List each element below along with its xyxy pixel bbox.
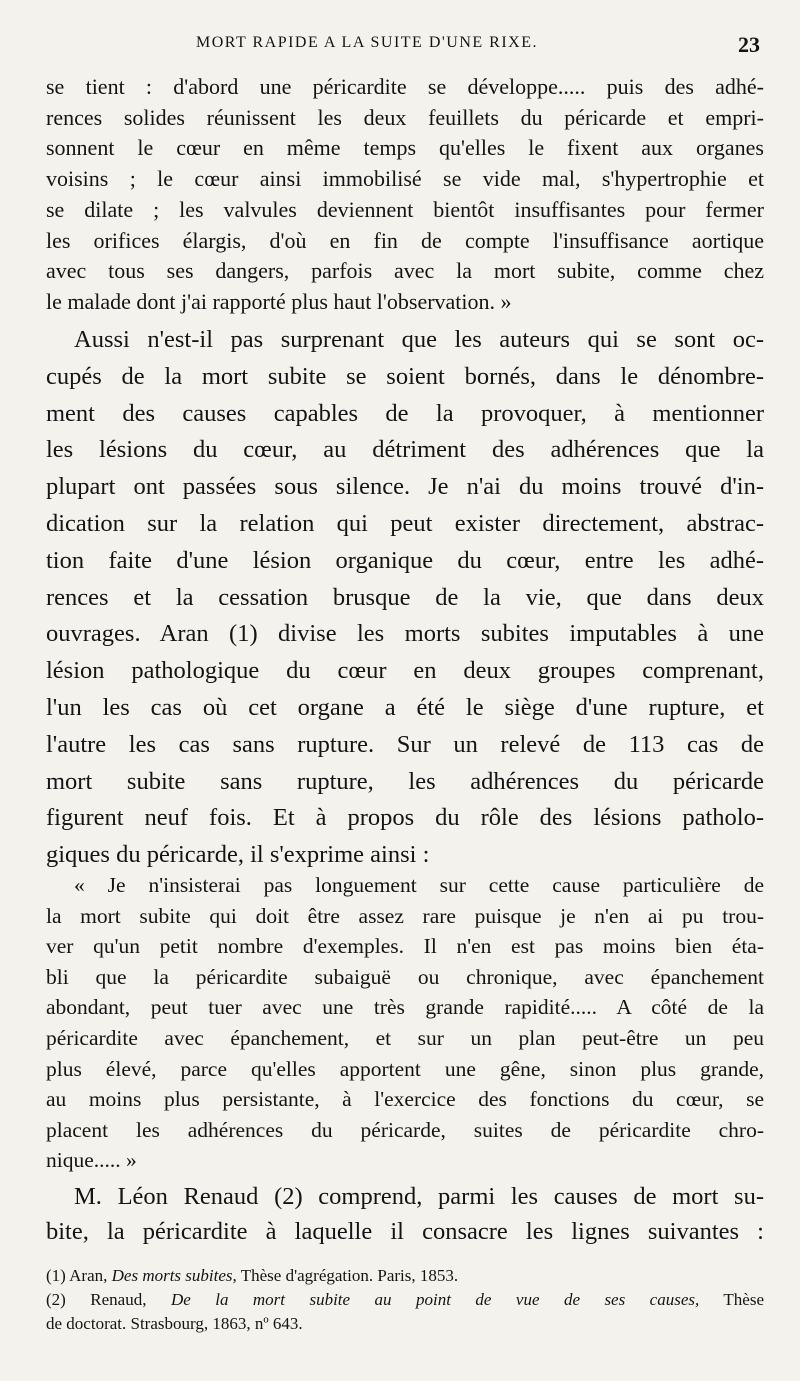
footnote-2 <box>46 1288 764 1312</box>
text-line: placent les adhérences du péricarde, suites de péricardite chro- <box>46 1117 764 1142</box>
text-line: la mort subite qui doit être assez rare puisque je n'en ai pu trou- <box>46 903 764 928</box>
text-line: nique..... » <box>46 1148 137 1173</box>
paragraph-renaud <box>46 1179 764 1249</box>
text-line: cupés de la mort subite se soient bornés, dans le dénombre- <box>46 362 764 390</box>
text-line: abondant, peut tuer avec une très grande rapidité..... A côté de la <box>46 995 764 1020</box>
text-line: les lésions du cœur, au détriment des adhérences que la <box>46 436 764 464</box>
page-number: 23 <box>738 32 760 57</box>
text-line: dication sur la relation qui peut exister directement, abstrac- <box>46 509 764 537</box>
text-line: tion faite d'une lésion organique du cœur, entre les adhé- <box>46 546 764 574</box>
text-line: bite, la péricardite à laquelle il consacre les lignes suivantes : <box>46 1218 764 1245</box>
running-head: MORT RAPIDE A LA SUITE D'UNE RIXE. <box>196 34 538 51</box>
footnote-1 <box>46 1264 764 1288</box>
text-line: les orifices élargis, d'où en fin de compte l'insuffisance aortique <box>46 227 764 253</box>
text-line: mort subite sans rupture, les adhérences du péricarde <box>46 767 764 795</box>
text-line: giques du péricarde, il s'exprime ainsi : <box>46 841 430 869</box>
text-line: figurent neuf fois. Et à propos du rôle des lésions patholo- <box>46 804 764 832</box>
text-line: Aussi n'est-il pas surprenant que les auteurs qui se sont oc- <box>74 326 764 353</box>
text-line: plupart ont passées sous silence. Je n'ai du moins trouvé d'in- <box>46 473 764 501</box>
text-line: sonnent le cœur en même temps qu'elles le fixent aux organes <box>46 135 764 161</box>
text-line: péricardite avec épanchement, et sur un plan peut-être un peu <box>46 1025 764 1050</box>
text-line: « Je n'insisterai pas longuement sur cette cause particulière de <box>74 873 764 897</box>
footnote-text: Thèse d'agrégation. Paris, 1853. <box>240 1266 459 1285</box>
text-line: M. Léon Renaud (2) comprend, parmi les causes de mort su- <box>74 1183 764 1210</box>
text-line: avec tous ses dangers, parfois avec la mort subite, comme chez <box>46 258 764 284</box>
text-line: plus élevé, parce qu'elles apportent une gêne, sinon plus grande, <box>46 1056 764 1081</box>
footnote-2-continued: de doctorat. Strasbourg, 1863, nº 643. <box>46 1314 303 1333</box>
text-line: rences solides réunissent les deux feuillets du péricarde et empri- <box>46 104 764 130</box>
text-line: ment des causes capables de la provoquer, à mentionner <box>46 399 764 427</box>
text-line: au moins plus persistante, à l'exercice des fonctions du cœur, se <box>46 1087 764 1112</box>
footnote-title: De la mort subite au point de vue de ses causes, <box>170 1290 700 1309</box>
text-line: l'autre les cas sans rupture. Sur un relevé de 113 cas de <box>46 730 764 758</box>
paragraph-aussi <box>46 322 764 874</box>
footnote-marker: (2) Renaud, <box>46 1290 147 1309</box>
footnote-title: Des morts subites, <box>111 1266 237 1285</box>
text-line: rences et la cessation brusque de la vie, que dans deux <box>46 583 764 611</box>
quotation-aran <box>46 870 764 1176</box>
text-line: ouvrages. Aran (1) divise les morts subites imputables à une <box>46 620 764 648</box>
text-line: lésion pathologique du cœur en deux groupes comprenant, <box>46 657 764 685</box>
footnote-marker: (1) Aran, <box>46 1266 108 1285</box>
footnotes <box>46 1264 764 1336</box>
text-line: se dilate ; les valvules deviennent bientôt insuffisantes pour fermer <box>46 196 764 222</box>
footnote-text: Thèse <box>723 1290 765 1309</box>
quotation-continued <box>46 72 764 318</box>
text-line: bli que la péricardite subaiguë ou chronique, avec épanchement <box>46 964 764 989</box>
text-line: le malade dont j'ai rapporté plus haut l'observation. » <box>46 288 512 314</box>
text-line: l'un les cas où cet organe a été le siège d'une rupture, et <box>46 693 764 721</box>
text-line: se tient : d'abord une péricardite se développe..... puis des adhé- <box>46 74 764 99</box>
page-header <box>46 30 764 64</box>
text-line: voisins ; le cœur ainsi immobilisé se vide mal, s'hypertrophie et <box>46 166 764 192</box>
text-line: ver qu'un petit nombre d'exemples. Il n'en est pas moins bien éta- <box>46 934 764 959</box>
